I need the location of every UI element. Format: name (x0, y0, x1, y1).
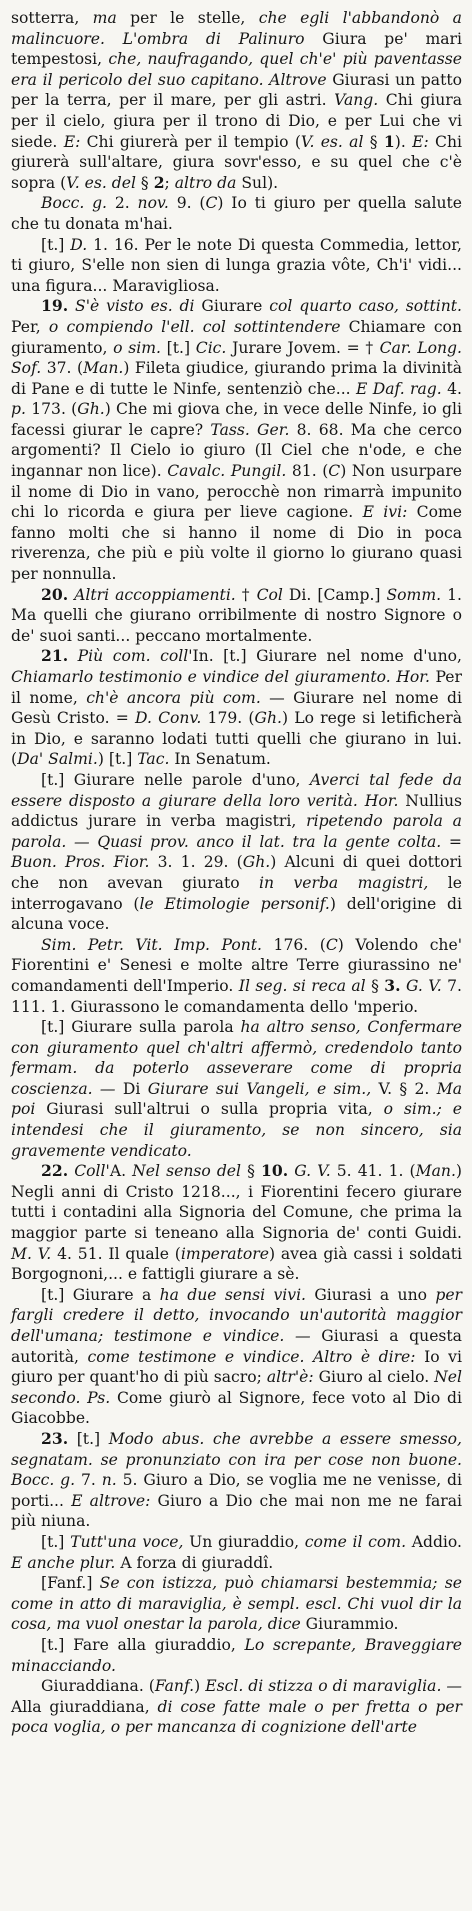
italic-text: S'è visto es. di (75, 297, 195, 316)
italic-text: M. V. (11, 1244, 52, 1263)
italic-text: o sim.; e intendesi che il giuramento, se non sincero, sia gravemente vendicato. (11, 1100, 462, 1160)
body-text: 5. Giuro a Dio, se voglia me ne venisse, di porti... (11, 1471, 463, 1510)
italic-text: Col (256, 585, 283, 604)
body-text: Chi giurerà per il tempio ( (80, 132, 301, 151)
italic-text: Cic. (195, 338, 227, 357)
body-text: Giurare (194, 297, 270, 316)
body-text: 1. Ma quelli che giurano orribilmente di nostro Signore o de' suoi santi... peccano mortalmente. (11, 585, 462, 645)
italic-text: Escl. di stizza o di maraviglia. — (205, 1677, 462, 1696)
body-text: ) avea già cassi i soldati Borgognoni,... e fattigli giurare a sè. (11, 1244, 462, 1284)
italic-text: Man. (83, 359, 124, 378)
body-text: Di. [Camp.] (282, 585, 387, 604)
dictionary-paragraph (11, 646, 462, 770)
italic-text: Giurare sui Vangeli, e sim., (147, 1079, 372, 1098)
italic-text: Car. Long. Sof. (11, 338, 462, 378)
body-text: § (241, 1162, 261, 1181)
italic-text: ma (92, 9, 117, 27)
body-text: Giurasi sull'altrui o sulla propria vita, (35, 1100, 384, 1119)
section-number: 22. (41, 1161, 69, 1181)
body-text: ) Alcuni di quei dottori che non avevan giurato (11, 853, 462, 892)
body-text: per le stelle, (116, 9, 259, 27)
dictionary-paragraph (11, 1676, 462, 1738)
body-text: V. § 2. (371, 1079, 437, 1098)
dictionary-paragraph (11, 1285, 462, 1429)
italic-text: ha altro senso, Confermare con giuramento quel ch'altri affermò, credendolo tanto fermam. da poterlo asseverare come di propria coscienza. — (11, 1018, 462, 1098)
body-text: Giuro a Dio che mai non me ne farai più niuna. (11, 1491, 462, 1531)
italic-text: che egli l'abbandonò a malincuore. L'ombra di Palinuro (11, 9, 462, 48)
body-text: 1. 16. Per le note Di questa Commedia, lettor, ti giuro, S'elle non sien di lunga grazia vôte, Ch'i' vidi... una figura... Maravigliosa. (11, 235, 462, 295)
body-text: le interrogavano ( (11, 873, 462, 913)
body-text: = (441, 832, 462, 851)
italic-text: di cose fatte male o per fretta o per poca voglia, o per mancanza di cognizione dell'arte (11, 1697, 462, 1737)
body-text: Sul). (236, 173, 279, 192)
body-text: Per il nome, (11, 668, 462, 707)
italic-text: Ma poi (11, 1079, 462, 1119)
body-text: ) [t.] (97, 750, 138, 769)
italic-text: p. (11, 400, 26, 419)
italic-text: ha due sensi vivi. (159, 1285, 307, 1304)
body-text: ; (164, 173, 175, 192)
italic-text: C (325, 935, 338, 954)
body-text: 37. ( (41, 359, 84, 378)
body-text: Chiamare con giuramento, (11, 317, 462, 357)
body-text: [Fanf.] (41, 1574, 100, 1593)
italic-text: in verba magistri, (259, 873, 429, 892)
body-text: In Senatum. (169, 750, 271, 769)
italic-text: C (205, 194, 218, 213)
body-text: 2. (107, 194, 138, 213)
body-text: ) Io ti giuro per quella salute che tu donata m'hai. (11, 194, 462, 233)
italic-text: Coll' (74, 1162, 110, 1181)
body-text: sotterra, (11, 9, 93, 27)
body-text: [t.] Giurare nelle parole d'uno, (41, 770, 310, 789)
body-text: § (363, 132, 384, 151)
dictionary-paragraph (11, 1532, 462, 1573)
body-text: A. (109, 1162, 133, 1181)
italic-text: col quarto caso, sottint. (269, 297, 462, 316)
body-text: Di (115, 1079, 148, 1098)
body-text: Giurasi a uno (306, 1285, 436, 1304)
italic-text: imperatore (180, 1244, 269, 1263)
body-text: 4. 51. Il quale ( (51, 1244, 181, 1263)
italic-text: Gh. (254, 709, 282, 728)
dictionary-paragraph (11, 1161, 462, 1285)
body-text: Giuro al cielo. (313, 1368, 435, 1387)
italic-text: ch'è ancora più com. (86, 688, 261, 707)
body-text: 81. ( (286, 462, 329, 481)
body-text (68, 297, 75, 315)
italic-text: Il seg. si reca al (238, 976, 366, 995)
body-text: Come fanno molti che si hanno il nome di Dio in poca riverenza, che più e più volte il giorno lo giurano quasi per nonnulla. (11, 503, 462, 584)
italic-text: Più com. coll' (77, 647, 193, 666)
italic-text: come testimone e vindice. Altro è dire: (87, 1347, 416, 1366)
dictionary-paragraph (11, 1429, 462, 1532)
italic-text: V. es. del (66, 173, 136, 192)
italic-text: Averci tal fede da essere disposto a giurare della loro verità. Hor. (11, 770, 462, 810)
body-text: [t.] (160, 338, 196, 357)
body-text: ). (394, 132, 413, 151)
italic-text: C (328, 462, 341, 481)
italic-text: Buon. Pros. Fior. (11, 853, 150, 872)
body-text: Un giuraddio, (183, 1532, 305, 1551)
italic-text: Tass. Ger. (210, 420, 290, 439)
body-text: [t.] Fare alla giuraddio, (41, 1635, 245, 1654)
body-text: § (135, 173, 154, 192)
italic-text: Lo screpante, Braveggiare minacciando. (11, 1635, 463, 1675)
body-text: ) Non usurpare il nome di Dio in vano, perocchè non rimarrà impunito chi lo ricorda e giura per lieve cagione. (11, 462, 462, 522)
italic-text: D. (70, 235, 88, 254)
body-text: Giurasi a questa autorità, (11, 1327, 462, 1366)
italic-text: Cavalc. Pungil. (167, 462, 287, 481)
dictionary-paragraph (11, 8, 462, 193)
body-text: Giuraddiana. ( (41, 1677, 155, 1696)
italic-text: Tac. (137, 750, 170, 769)
italic-text: Somm. (386, 585, 442, 604)
dictionary-paragraph (11, 1017, 462, 1161)
body-text: Jurare Jovem. = † (226, 338, 380, 357)
italic-text: altro da (174, 173, 237, 192)
body-text: Chi giura per il cielo, giura per il trono di Dio, e per Lui che vi siede. (11, 91, 462, 151)
italic-text: Bocc. g. (41, 194, 108, 213)
italic-text: D. Conv. (135, 709, 202, 728)
body-text: 7. (75, 1471, 102, 1490)
body-text: ) Che mi giova che, in vece delle Ninfe, io gli facessi giurar le capre? (11, 400, 463, 439)
dictionary-paragraph (11, 585, 462, 647)
body-text: A forza di giuraddî. (115, 1553, 274, 1572)
body-text: — Giurare nel nome di Gesù Cristo. = (11, 688, 462, 728)
italic-text: G. V. (294, 1162, 331, 1181)
body-text: [t.] Giurare a (41, 1285, 160, 1304)
body-text: ) Negli anni di Cristo 1218..., i Fiorentini fecero giurare tutti i contadini alla Signoria del Comune, che prima la maggior parte si teneano alla Signoria de' conti Guidi. (11, 1162, 462, 1243)
body-text: 5. 41. 1. ( (330, 1162, 416, 1181)
dictionary-paragraph (11, 1635, 462, 1676)
italic-text: ripetendo parola a parola. — Quasi prov. anco il lat. tra la gente colta. (11, 812, 462, 851)
section-number: 10. (261, 1161, 289, 1181)
italic-text: Da' Salmi. (17, 750, 98, 769)
body-text: ) dell'origine di alcuna voce. (11, 894, 462, 934)
italic-text: che, naufragando, quel ch'e' più paventasse era il pericolo del suo capitano. Altrove (11, 50, 462, 89)
italic-text: per fargli credere il detto, invocando un'autorità maggior dell'umana; testimone e vindice. — (11, 1285, 463, 1345)
body-text: 179. ( (201, 709, 255, 728)
italic-text: E Daf. rag. (355, 379, 442, 398)
body-text: [t.] (68, 1429, 109, 1448)
body-text: 3. 1. 29. ( (149, 853, 243, 872)
italic-text: altr'è: (266, 1368, 314, 1387)
body-text: 4. (441, 379, 462, 398)
italic-text: Nel senso del (132, 1162, 242, 1181)
italic-text: Man. (415, 1162, 456, 1181)
body-text: Giura pe' mari tempestosi, (11, 29, 462, 69)
italic-text: Nel secondo. Ps. (11, 1368, 462, 1407)
body-text: 173. ( (25, 400, 78, 419)
body-text: In. [t.] Giurare nel nome d'uno, (192, 647, 462, 666)
section-number: 20. (41, 584, 69, 604)
body-text: Come giurò al Signore, fece voto al Dio di Giacobbe. (11, 1388, 462, 1428)
body-text: ) Lo rege si letificherà in Dio, e saranno lodati tutti quelli che giurano in lui. ( (11, 709, 462, 769)
italic-text: Fanf. (154, 1677, 195, 1696)
italic-text: Altri accoppiamenti. (74, 585, 236, 604)
body-text (68, 647, 78, 665)
dictionary-paragraph (11, 296, 462, 584)
dictionary-paragraph (11, 935, 462, 1017)
italic-text: o compiendo l'ell. col sottintendere (48, 317, 341, 336)
italic-text: n. (101, 1471, 117, 1490)
italic-text: o sim. (113, 338, 161, 357)
italic-text: E: (412, 132, 429, 151)
italic-text: Vang. (334, 91, 379, 110)
body-text: [t.] Giurare sulla parola (41, 1018, 241, 1037)
body-text: Io vi giuro per quant'ho di più sacro; (11, 1347, 462, 1387)
body-text: ) (194, 1677, 206, 1696)
italic-text: le Etimologie personif. (139, 894, 330, 913)
body-text: Alla giuraddiana, (11, 1697, 158, 1716)
italic-text: G. V. (405, 976, 442, 995)
body-text: [t.] (41, 235, 71, 254)
italic-text: E: (63, 132, 81, 151)
dictionary-paragraph (11, 193, 462, 234)
body-text: § (365, 976, 385, 995)
italic-text: V. es. al (300, 132, 364, 151)
italic-text: come il com. (304, 1532, 407, 1551)
dictionary-paragraph (11, 1573, 462, 1635)
body-text: ) Fileta giudice, giurando prima la divinità di Pane e di tutte le Ninfe, sentenziò che... (11, 359, 463, 398)
body-text: 8. 68. Ma che cerco argomenti? Il Cielo io giuro (Il Ciel che n'ode, e che ingannar non lice). (11, 420, 462, 481)
body-text: Per, (11, 317, 49, 336)
italic-text: Modo abus. che avrebbe a essere smesso, segnatam. se pronunziato con ira per cose non buone. Bocc. g. (11, 1429, 462, 1490)
body-text: Giurasi un patto per la terra, per il mare, per gli astri. (11, 70, 462, 110)
body-text: 9. ( (168, 194, 206, 213)
body-text: ) Volendo che' Fiorentini e' Senesi e molte altre Terre giurassino ne' comandamenti dell'Imperio. (11, 935, 462, 995)
body-text: Giurammio. (300, 1615, 399, 1634)
section-number: 21. (41, 646, 69, 666)
body-text: 176. ( (262, 935, 326, 954)
dictionary-paragraph (11, 770, 462, 935)
italic-text: Tutt'una voce, (70, 1532, 184, 1551)
body-text: Nullius addictus jurare in verba magistri, (11, 791, 462, 831)
italic-text: nov. (137, 194, 169, 213)
italic-text: Chiamarlo testimonio e vindice del giuramento. Hor. (11, 668, 430, 686)
italic-text: E altrove: (71, 1491, 151, 1510)
section-number: 3. (384, 975, 401, 995)
body-text: † (235, 585, 257, 604)
section-number: 23. (41, 1428, 69, 1448)
dictionary-paragraph (11, 235, 462, 297)
body-text: Chi giurerà sull'altare, giura sovr'esso, e su quel che c'è sopra ( (11, 132, 462, 192)
section-number: 1 (383, 131, 395, 151)
body-text: 7. 111. 1. Giurassono le comandamenta dello 'mperio. (11, 976, 462, 1016)
italic-text: E ivi: (362, 503, 408, 522)
section-number: 19. (41, 296, 69, 316)
body-text: Addio. (406, 1532, 462, 1551)
italic-text: Sim. Petr. Vit. Imp. Pont. (41, 935, 263, 954)
italic-text: Gh. (77, 400, 105, 419)
italic-text: Gh. (242, 853, 271, 872)
section-number: 2 (153, 172, 165, 192)
italic-text: E anche plur. (11, 1553, 116, 1572)
italic-text: Se con istizza, può chiamarsi bestemmia; se come in atto di maraviglia, è sempl. escl. Chi vuol dir la cosa, ma vuol onestar la parola, dice (11, 1574, 462, 1634)
body-text: [t.] (41, 1532, 71, 1551)
